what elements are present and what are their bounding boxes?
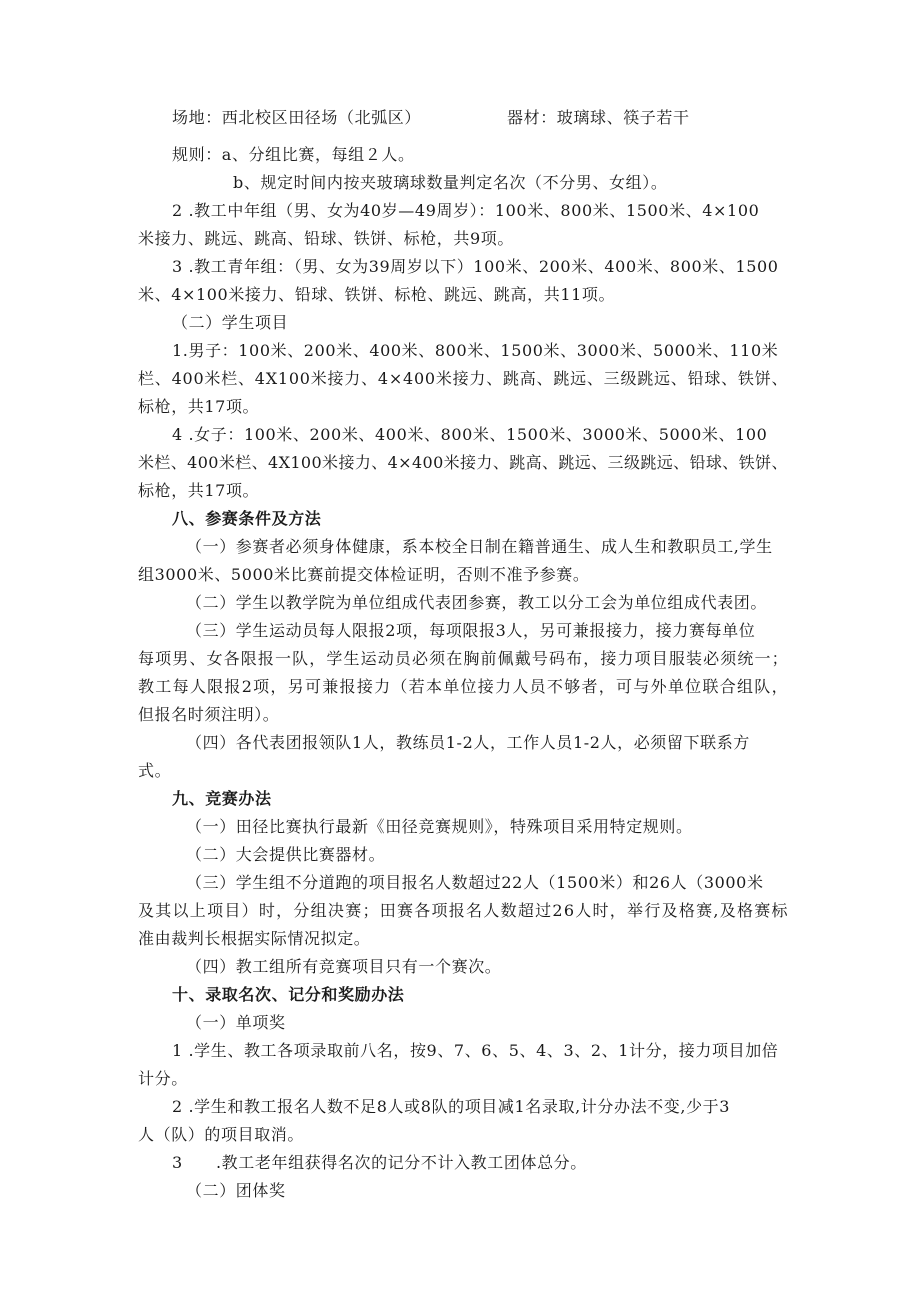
text-line: （一）田径比赛执行最新《田径竞赛规则》，特殊项目采用特定规则。 [186, 817, 693, 836]
text-line: 器材：玻璃球、筷子若干 [507, 108, 690, 127]
text-line: 米接力、跳远、跳高、铅球、铁饼、标枪，共9项。 [138, 229, 514, 248]
text-line: 米 栏 、 4 0 0 米 栏 、 4 X 1 0 0 米 接 力 、 4 × 4 0 0 米 接 力 、 跳 高 、 跳 远 、 三 级 跳 远 、 铅 球 、 铁 饼 、 [138, 453, 788, 472]
text-line: 教 工 每 人 限 报 2 项 ， 另 可 兼 报 接 力 （ 若 本 单 位 接 力 人 员 不 够 者 ， 可 与 外 单 位 联 合 组 队 ， [138, 677, 788, 696]
text-line: （二）学生项目 [172, 313, 289, 332]
text-line: 2 .学生和教工报名人数不足8人或8队的项目减1名录取,计分办法不变,少于3 [172, 1097, 731, 1116]
text-line: b、规定时间内按夹玻璃球数量判定名次（不分男、女组）。 [233, 173, 668, 192]
text-line: （一）单项奖 [186, 1013, 286, 1032]
text-line: 1 .学生、教工各项录取前八名，按9、7、6、5、4、3、2、1计分，接力项目加倍 [172, 1041, 779, 1060]
text-line: 3 .教工青年组：（男、女为39周岁以下）100米、200米、400米、800米、1500 [172, 257, 779, 276]
text-line: 米、4×100米接力、铅球、铁饼、标枪、跳远、跳高，共11项。 [138, 285, 616, 304]
text-line: 3 .教工老年组获得名次的记分不计入教工团体总分。 [172, 1153, 587, 1172]
text-line: （二）学生以教学院为单位组成代表团参赛，教工以分工会为单位组成代表团。 [186, 593, 768, 612]
text-line: 式。 [138, 761, 172, 780]
text-line: （四）教工组所有竞赛项目只有一个赛次。 [186, 957, 502, 976]
text-line: 每 项 男 、 女 各 限 报 一 队 ， 学 生 运 动 员 必 须 在 胸 前 佩 戴 号 码 布 ， 接 力 项 目 服 装 必 须 统 一 ； [138, 649, 788, 668]
text-line: 4 .女子：100米、200米、400米、800米、1500米、3000米、5000米、100 [172, 425, 768, 444]
text-line: 栏 、 4 0 0 米 栏 、 4 X 1 0 0 米 接 力 、 4 × 4 0 0 米 接 力 、 跳 高 、 跳 远 、 三 级 跳 远 、 铅 球 、 铁 饼 、 [138, 369, 788, 388]
text-line: （二）团体奖 [186, 1181, 286, 1200]
text-line: 人（队）的项目取消。 [138, 1125, 305, 1144]
text-line: 及 其 以 上 项 目 ） 时 ， 分 组 决 赛 ； 田 赛 各 项 报 名 人 数 超 过 2 6 人 时 ， 举 行 及 格 赛 , 及 格 赛 标 [138, 901, 788, 920]
text-line: 规则：a、分组比赛，每组２人。 [172, 145, 415, 164]
text-line: 准由裁判长根据实际情况拟定。 [138, 929, 371, 948]
text-line: （三）学生运动员每人限报2项，每项限报3人，另可兼报接力，接力赛每单位 [186, 621, 756, 640]
text-line: 1.男子：100米、200米、400米、800米、1500米、3000米、5000米、110米 [172, 341, 779, 360]
text-line: 但报名时须注明）。 [138, 705, 280, 724]
text-line: 2 .教工中年组（男、女为40岁—49周岁）：100米、800米、1500米、4×100 [172, 201, 760, 220]
text-line: 场地：西北校区田径场（北弧区） [172, 108, 422, 127]
section-heading: 十、录取名次、记分和奖励办法 [172, 985, 405, 1004]
text-line: （二）大会提供比赛器材。 [186, 845, 386, 864]
section-heading: 八、参赛条件及方法 [172, 509, 322, 528]
text-line: （四）各代表团报领队1人，教练员1-2人，工作人员1-2人，必须留下联系方 [186, 733, 750, 752]
text-line: 标枪，共17项。 [138, 481, 260, 500]
text-line: 标枪，共17项。 [138, 397, 260, 416]
text-line: 组3000米、5000米比赛前提交体检证明，否则不准予参赛。 [138, 565, 590, 584]
text-line: （三）学生组不分道跑的项目报名人数超过22人（1500米）和26人（3000米 [186, 873, 764, 892]
text-line: （一）参赛者必须身体健康，系本校全日制在籍普通生、成人生和教职员工,学生 [186, 537, 773, 556]
text-line: 计分。 [138, 1069, 188, 1088]
section-heading: 九、竞赛办法 [172, 789, 272, 808]
